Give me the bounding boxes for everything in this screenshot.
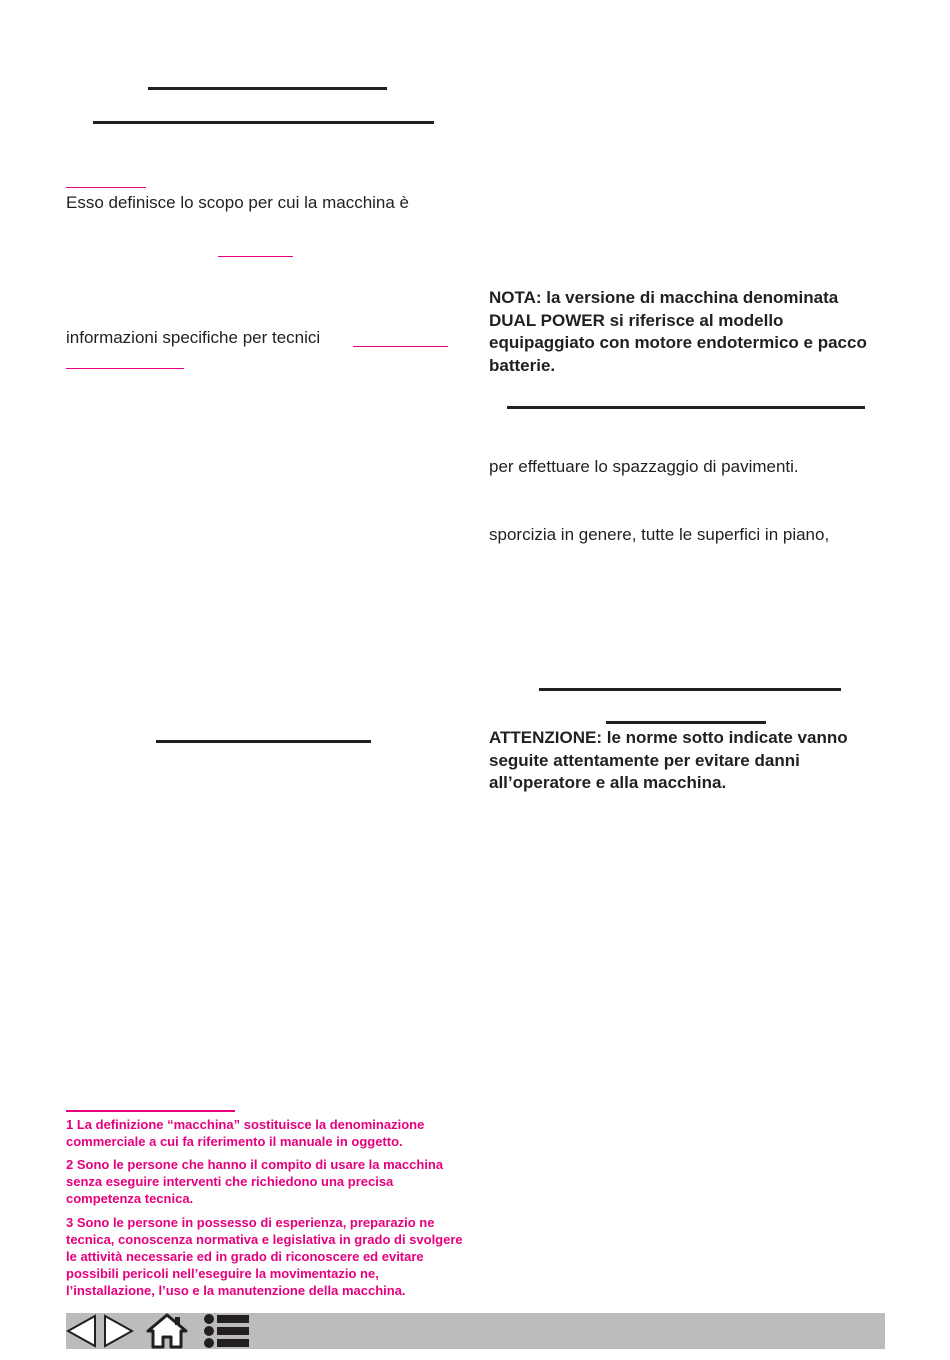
link-underline[interactable] xyxy=(218,256,293,257)
paragraph-sweeping: per effettuare lo spazzaggio di pavimenti. xyxy=(489,457,799,476)
link-underline[interactable] xyxy=(353,346,448,347)
link-underline[interactable] xyxy=(66,187,146,188)
next-page-icon[interactable] xyxy=(102,1313,134,1349)
heading-rule-left-3 xyxy=(156,740,371,743)
link-underline[interactable] xyxy=(66,368,184,369)
nota-box: NOTA: la versione di macchina denominata DUAL POWER si riferisce al modello equipaggiato con motore endotermico e pacco batterie. xyxy=(489,288,867,375)
footnote-3: 3 Sono le persone in possesso di esperienza, preparazio ne tecnica, conoscenza normativa e legislativa in grado di svolgere le attività necessarie ed in grado di riconoscere ed evitare possibili pericoli nell’eseguire la movimentazio ne, l’installazione, l’uso e la manutenzione della macchina. xyxy=(66,1215,463,1298)
footnote-2: 2 Sono le persone che hanno il compito di usare la macchina senza eseguire interventi che richiedono una precisa competenza tecnica. xyxy=(66,1157,444,1206)
paragraph-technicians: informazioni specifiche per tecnici xyxy=(66,328,321,347)
heading-rule-left-1 xyxy=(148,87,387,90)
heading-rule-right-1 xyxy=(507,406,865,409)
heading-rule-right-2 xyxy=(539,688,841,691)
attenzione-box: ATTENZIONE: le norme sotto indicate vanno seguite attentamente per evitare danni all’operatore e alla macchina. xyxy=(489,728,848,792)
paragraph-surfaces: sporcizia in genere, tutte le superfici in piano, xyxy=(489,525,830,544)
home-icon[interactable] xyxy=(146,1313,188,1349)
paragraph-scope: Esso definisce lo scopo per cui la macchina è xyxy=(66,193,410,212)
navigation-bar xyxy=(66,1313,885,1349)
heading-rule-right-3 xyxy=(606,721,766,724)
footnote-1: 1 La definizione “macchina” sostituisce la denominazione commerciale a cui fa riferimento il manuale in oggetto. xyxy=(66,1117,425,1149)
heading-rule-left-2 xyxy=(93,121,434,124)
previous-page-icon[interactable] xyxy=(66,1313,98,1349)
list-icon[interactable] xyxy=(203,1313,251,1349)
footnote-separator xyxy=(66,1110,235,1112)
